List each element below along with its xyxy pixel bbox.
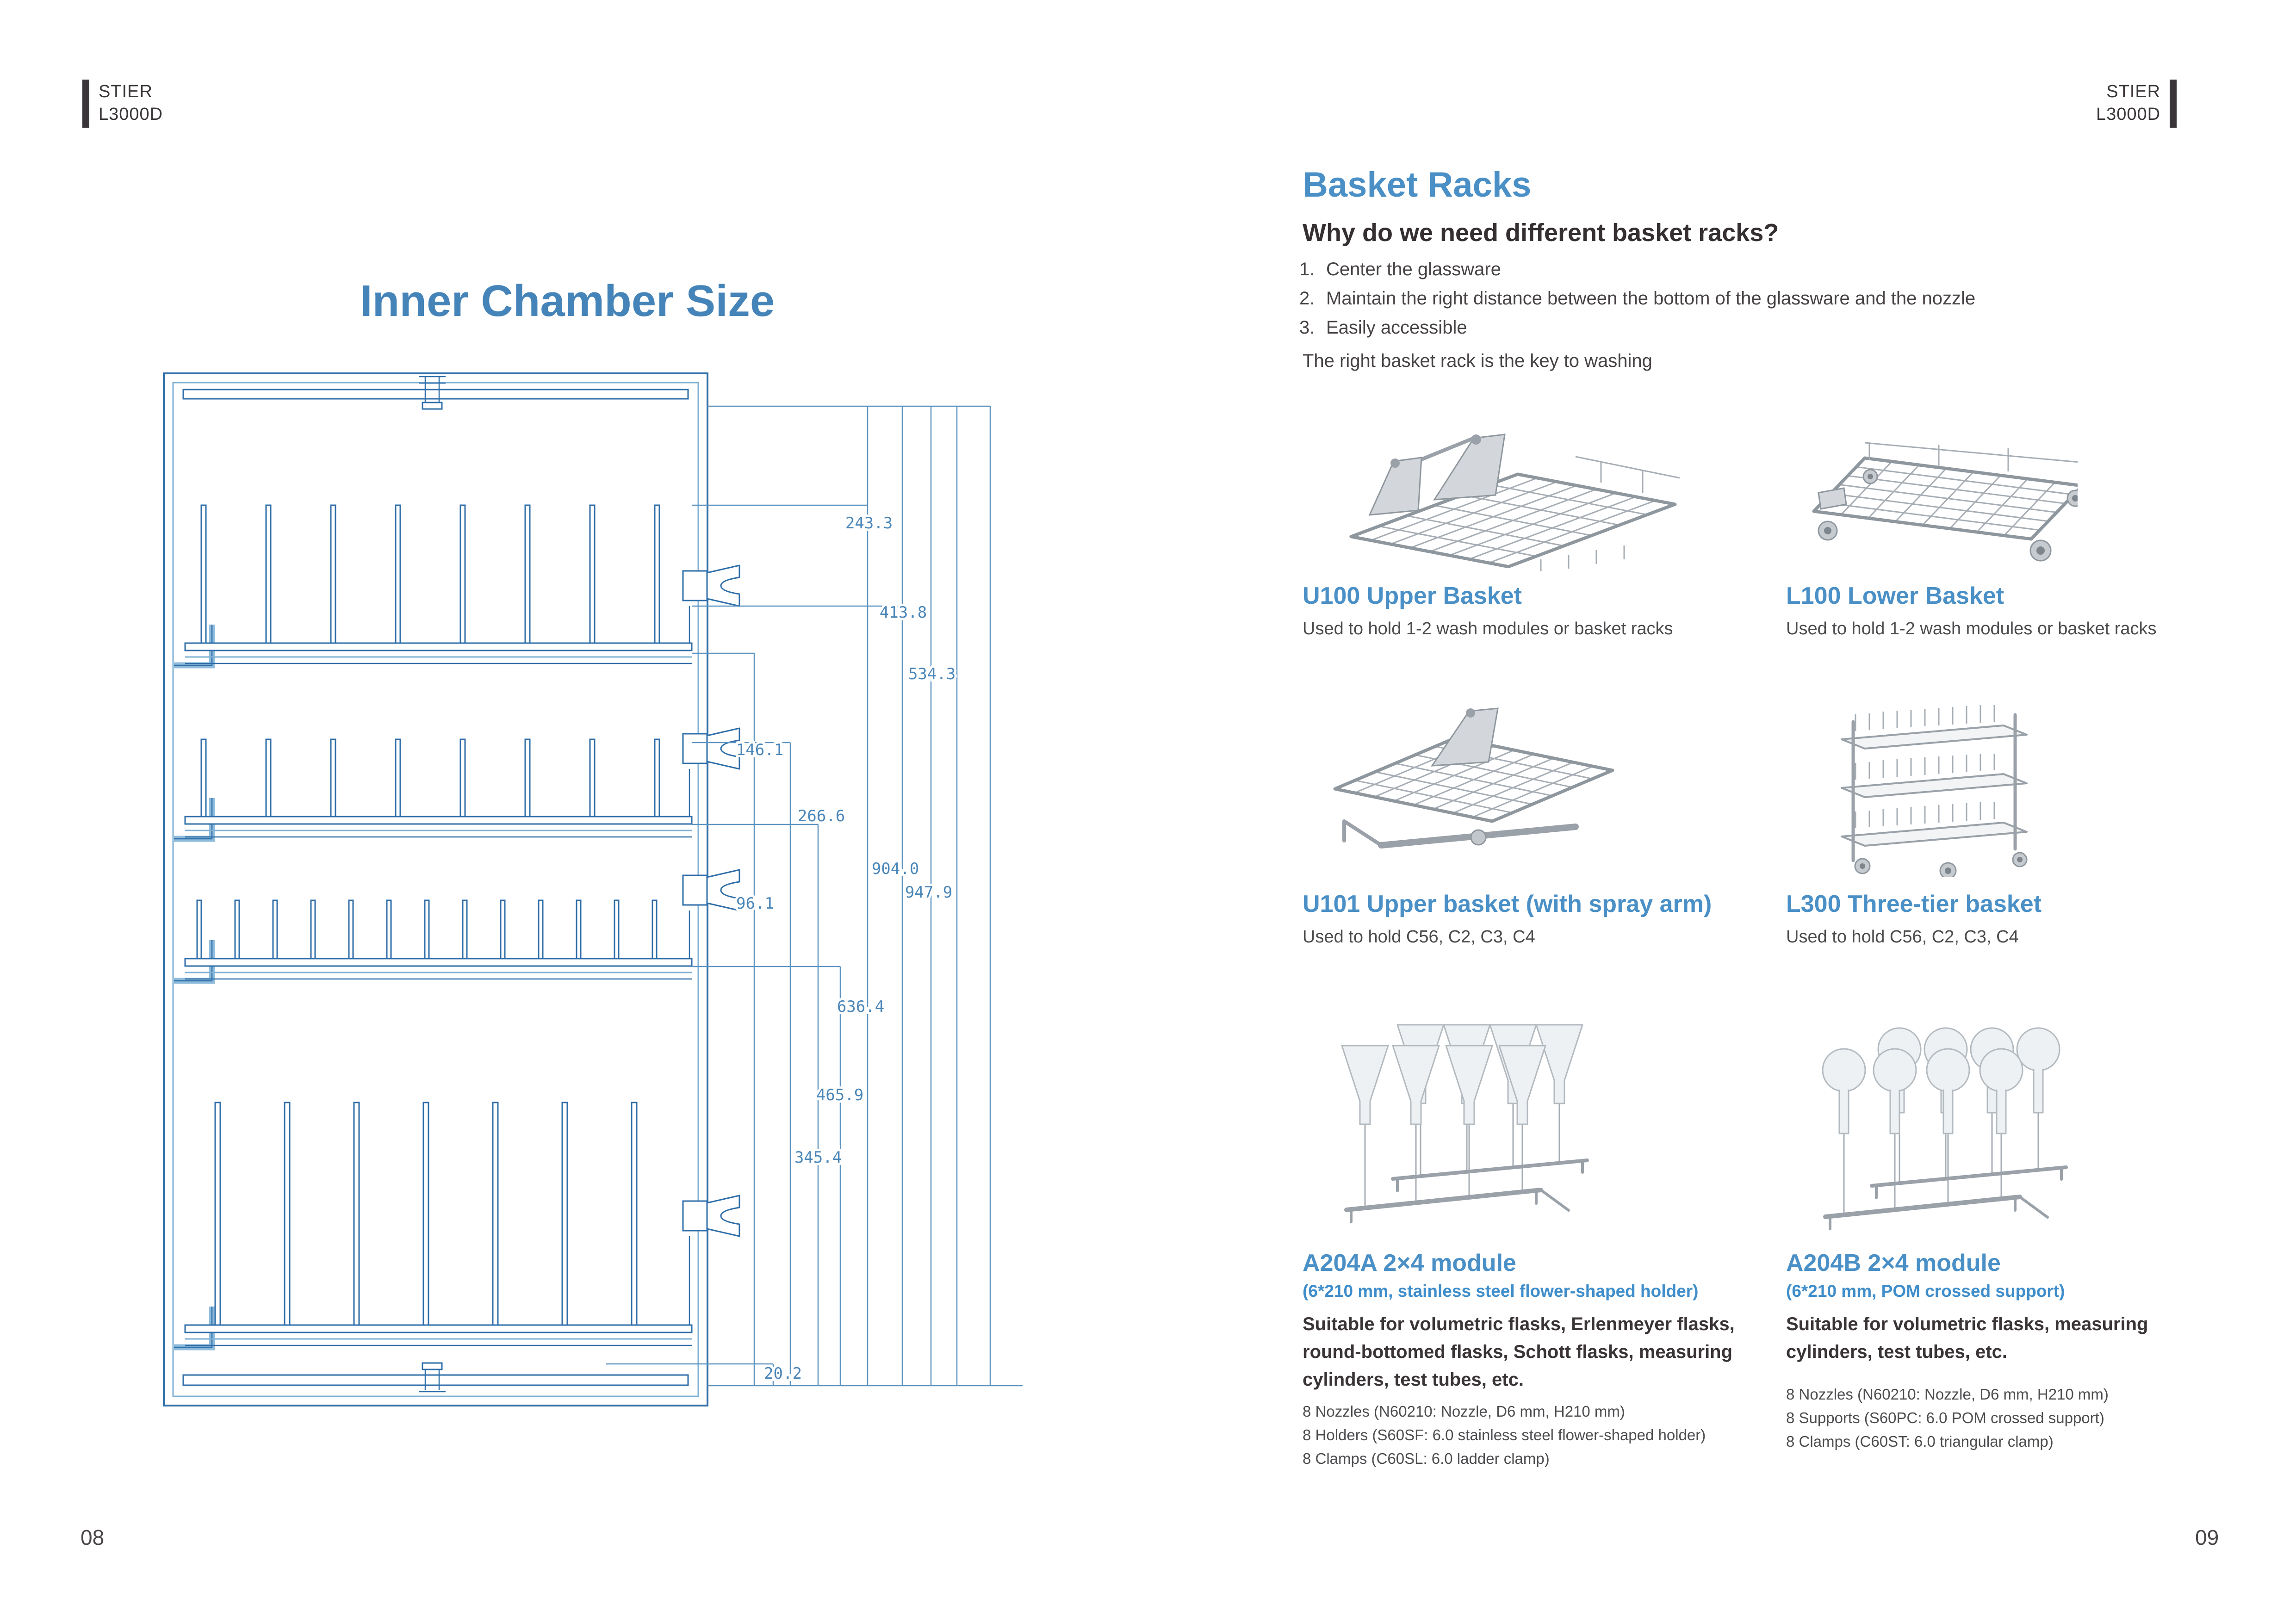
spec-line: 8 Clamps (C60SL: 6.0 ladder clamp) bbox=[1303, 1450, 1550, 1467]
rack-level-4 bbox=[174, 1103, 739, 1347]
product-title-a204b: A204B 2×4 module bbox=[1786, 1250, 2001, 1276]
dim-636-4: 636.4 bbox=[837, 997, 885, 1016]
chamber-inner-wall bbox=[173, 383, 698, 1396]
product-desc-l100: Used to hold 1-2 wash modules or basket racks bbox=[1786, 619, 2157, 638]
spec-line: 8 Nozzles (N60210: Nozzle, D6 mm, H210 mm) bbox=[1786, 1386, 2109, 1403]
rack-level-1 bbox=[174, 505, 739, 665]
section-question: Why do we need different basket racks? bbox=[1303, 219, 1779, 247]
reason-item-2 bbox=[1299, 288, 2215, 309]
reasons-list bbox=[1299, 259, 2215, 338]
l100-lower-basket-image bbox=[1800, 419, 2078, 571]
reason-text: Center the glassware bbox=[1326, 259, 1501, 279]
brand-line1: STIER bbox=[2106, 82, 2161, 101]
spec-line: 8 Clamps (C60ST: 6.0 triangular clamp) bbox=[1786, 1433, 2054, 1450]
product-desc-l300: Used to hold C56, C2, C3, C4 bbox=[1786, 927, 2019, 947]
dimension-lines bbox=[606, 406, 1023, 1386]
dim-146-1: 146.1 bbox=[736, 741, 784, 759]
l300-three-tier-basket-image bbox=[1809, 689, 2041, 877]
bottom-spray-rail bbox=[183, 1363, 688, 1392]
product-title-l100: L100 Lower Basket bbox=[1786, 582, 2004, 609]
tier-1 bbox=[1842, 705, 2027, 749]
key-line: The right basket rack is the key to washing bbox=[1303, 351, 1652, 371]
rack-level-3 bbox=[174, 870, 739, 981]
product-suitability-a204a: Suitable for volumetric flasks, Erlenmeyer flasks, round-bottomed flasks, Schott flasks, measuring cylinders, test tubes, etc. bbox=[1303, 1314, 1735, 1390]
product-subtitle-a204b: (6*210 mm, POM crossed support) bbox=[1786, 1282, 2065, 1301]
brand-line1: STIER bbox=[99, 82, 153, 101]
u100-upper-basket-image bbox=[1323, 405, 1694, 571]
dim-904-0: 904.0 bbox=[871, 860, 919, 878]
product-desc-u101: Used to hold C56, C2, C3, C4 bbox=[1303, 927, 1535, 947]
dim-345-4: 345.4 bbox=[794, 1148, 842, 1167]
dim-465-9: 465.9 bbox=[816, 1086, 864, 1104]
reason-number: 3. bbox=[1299, 317, 1315, 338]
brand-header-right bbox=[2096, 80, 2230, 128]
reason-text: Maintain the right distance between the bottom of the glassware and the nozzle bbox=[1326, 288, 1976, 309]
chamber-outline bbox=[164, 373, 707, 1406]
product-title-a204a: A204A 2×4 module bbox=[1303, 1250, 1516, 1276]
product-specs-a204a bbox=[1303, 1400, 1765, 1470]
dim-534-3: 534.3 bbox=[908, 665, 956, 683]
product-desc-u100: Used to hold 1-2 wash modules or basket racks bbox=[1303, 619, 1673, 638]
reason-number: 1. bbox=[1299, 259, 1315, 279]
reason-item-3 bbox=[1299, 317, 2215, 338]
page-number-left: 08 bbox=[81, 1525, 105, 1549]
brand-text bbox=[2096, 80, 2160, 125]
top-spray-rail bbox=[183, 377, 688, 409]
brand-bar-icon bbox=[82, 80, 89, 128]
a204b-module-image bbox=[1798, 983, 2094, 1231]
dim-413-8: 413.8 bbox=[879, 603, 927, 622]
brand-bar-icon bbox=[2170, 80, 2177, 128]
brand-text bbox=[99, 80, 163, 125]
dim-96-1: 96.1 bbox=[736, 894, 774, 913]
rack-level-2 bbox=[174, 728, 739, 839]
spec-line: 8 Supports (S60PC: 6.0 POM crossed support) bbox=[1786, 1409, 2104, 1426]
reason-text: Easily accessible bbox=[1326, 317, 1467, 338]
dim-947-9: 947.9 bbox=[905, 883, 953, 902]
product-title-l300: L300 Three-tier basket bbox=[1786, 891, 2042, 917]
inner-chamber-diagram bbox=[153, 365, 1032, 1420]
product-suitability-a204b: Suitable for volumetric flasks, measuring cylinders, test tubes, etc. bbox=[1786, 1314, 2148, 1362]
dim-266-6: 266.6 bbox=[797, 807, 845, 825]
dim-20-2: 20.2 bbox=[764, 1364, 802, 1383]
page-number-right: 09 bbox=[2195, 1525, 2219, 1549]
product-subtitle-a204a: (6*210 mm, stainless steel flower-shaped holder) bbox=[1303, 1282, 1699, 1301]
spec-line: 8 Nozzles (N60210: Nozzle, D6 mm, H210 mm) bbox=[1303, 1403, 1625, 1420]
tier-3 bbox=[1842, 802, 2027, 846]
dim-243-3: 243.3 bbox=[845, 514, 893, 533]
product-title-u101: U101 Upper basket (with spray arm) bbox=[1303, 891, 1712, 917]
dimension-labels bbox=[736, 514, 956, 1383]
brand-header-left bbox=[82, 80, 163, 128]
reason-item-1 bbox=[1299, 259, 2215, 280]
left-page-title: Inner Chamber Size bbox=[360, 276, 775, 326]
product-specs-a204b bbox=[1786, 1382, 2226, 1453]
spec-line: 8 Holders (S60SF: 6.0 stainless steel flower-shaped holder) bbox=[1303, 1426, 1706, 1443]
tier-2 bbox=[1842, 754, 2027, 797]
a204a-module-image bbox=[1319, 976, 1615, 1228]
product-title-u100: U100 Upper Basket bbox=[1303, 582, 1522, 609]
brand-line2: L3000D bbox=[99, 104, 163, 124]
brand-line2: L3000D bbox=[2096, 104, 2161, 124]
section-title: Basket Racks bbox=[1303, 165, 1532, 204]
reason-number: 2. bbox=[1299, 288, 1315, 309]
u101-upper-basket-image bbox=[1316, 682, 1631, 877]
